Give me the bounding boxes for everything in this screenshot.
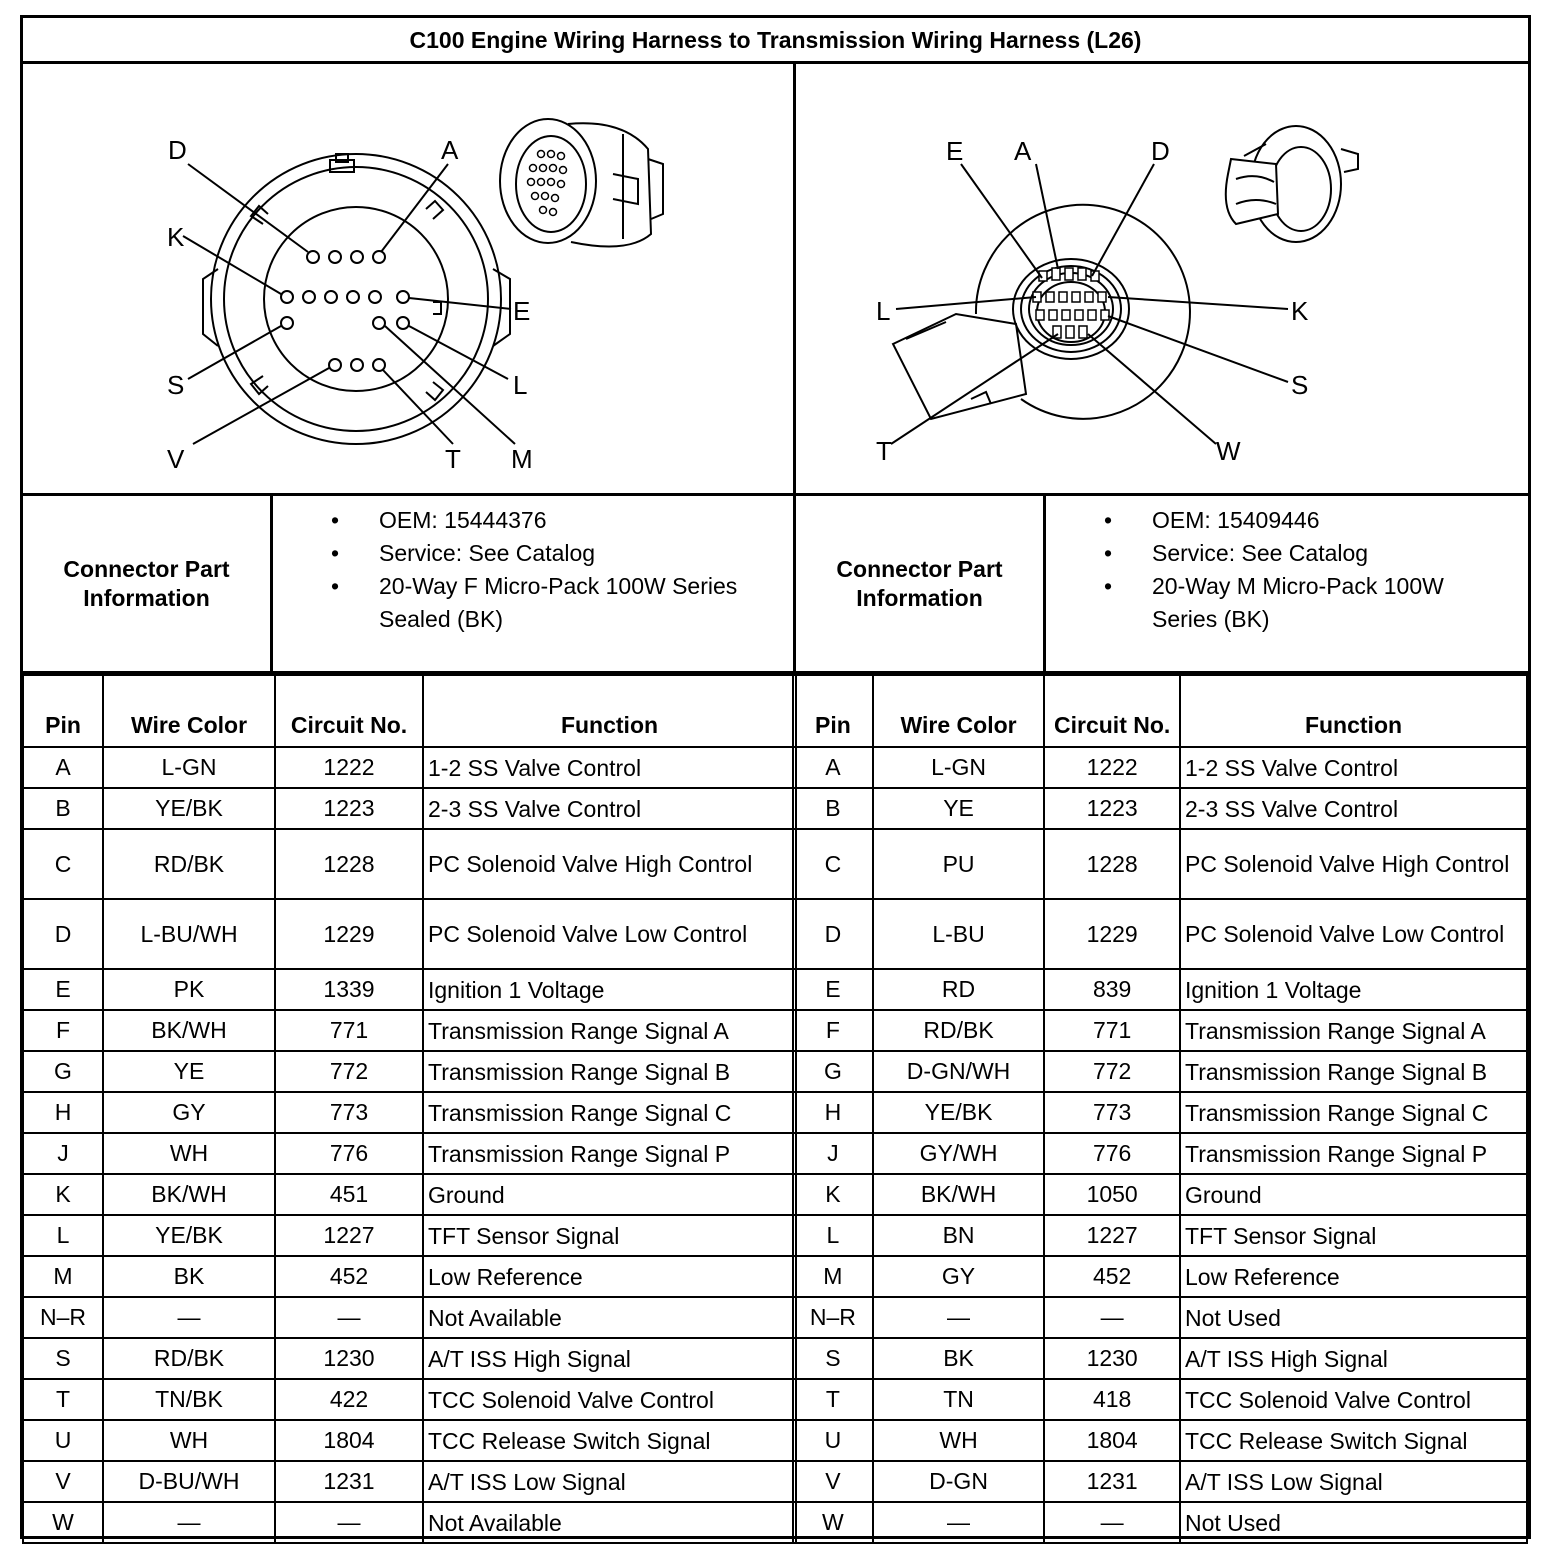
function-cell: TCC Solenoid Valve Control xyxy=(1180,1379,1527,1420)
wire-color-cell: — xyxy=(873,1502,1045,1543)
function-cell: TFT Sensor Signal xyxy=(1180,1215,1527,1256)
wire-color-cell: RD/BK xyxy=(103,1338,275,1379)
wire-color-cell: GY xyxy=(873,1256,1045,1297)
function-cell: 1-2 SS Valve Control xyxy=(1180,747,1527,788)
table-row xyxy=(23,899,796,969)
pin-cell: T xyxy=(23,1379,103,1420)
circuit-cell: 771 xyxy=(275,1010,423,1051)
table-row xyxy=(23,1420,796,1461)
right-pin-label-e: E xyxy=(946,136,964,166)
left-pinout-table xyxy=(22,674,797,1544)
function-cell: PC Solenoid Valve Low Control xyxy=(1180,899,1527,969)
pin-cell: L xyxy=(793,1215,873,1256)
circuit-cell: 776 xyxy=(1044,1133,1180,1174)
table-row xyxy=(23,1215,796,1256)
pin-cell: E xyxy=(23,969,103,1010)
table-row xyxy=(23,788,796,829)
left-connector-diagram xyxy=(23,64,793,493)
circuit-cell: — xyxy=(1044,1502,1180,1543)
pin-cell: G xyxy=(793,1051,873,1092)
table-row xyxy=(23,1379,796,1420)
pin-cell: A xyxy=(793,747,873,788)
right-connector-diagram xyxy=(796,64,1566,493)
circuit-cell: — xyxy=(275,1297,423,1338)
function-cell: TCC Release Switch Signal xyxy=(423,1420,796,1461)
left-pin-label-l: L xyxy=(513,370,528,400)
table-row xyxy=(793,1174,1527,1215)
pin-cell: H xyxy=(793,1092,873,1133)
wire-color-cell: WH xyxy=(103,1420,275,1461)
table-row xyxy=(793,969,1527,1010)
function-cell: PC Solenoid Valve High Control xyxy=(1180,829,1527,899)
function-cell: Transmission Range Signal A xyxy=(423,1010,796,1051)
pin-cell: C xyxy=(793,829,873,899)
pin-cell: S xyxy=(793,1338,873,1379)
circuit-cell: 1222 xyxy=(275,747,423,788)
pin-cell: D xyxy=(793,899,873,969)
right-pin-label-t: T xyxy=(876,436,892,466)
right-info-item: • Service: See Catalog xyxy=(1104,540,1369,566)
left-pin-label-k: K xyxy=(167,222,185,252)
right-pin-label-w: W xyxy=(1216,436,1241,466)
wire-color-cell: — xyxy=(103,1297,275,1338)
pin-cell: A xyxy=(23,747,103,788)
pin-cell: J xyxy=(23,1133,103,1174)
document-frame xyxy=(20,15,1531,1539)
right-service-text: Service: See Catalog xyxy=(1152,540,1369,566)
circuit-cell: 1050 xyxy=(1044,1174,1180,1215)
circuit-cell: 1228 xyxy=(1044,829,1180,899)
table-row xyxy=(23,1297,796,1338)
function-cell: Transmission Range Signal C xyxy=(423,1092,796,1133)
circuit-cell: 1804 xyxy=(275,1420,423,1461)
left-info-item: • 20-Way F Micro-Pack 100W Series Sealed (BK) xyxy=(331,573,738,632)
left-info-label: Connector Part Information xyxy=(23,496,273,671)
left-pin-label-t: T xyxy=(445,444,461,474)
pin-cell: F xyxy=(23,1010,103,1051)
table-row xyxy=(793,1256,1527,1297)
circuit-cell: 1339 xyxy=(275,969,423,1010)
left-pin-label-s: S xyxy=(167,370,185,400)
circuit-cell: 452 xyxy=(275,1256,423,1297)
function-cell: A/T ISS High Signal xyxy=(1180,1338,1527,1379)
pin-cell: F xyxy=(793,1010,873,1051)
function-cell: Low Reference xyxy=(423,1256,796,1297)
function-cell: 1-2 SS Valve Control xyxy=(423,747,796,788)
circuit-cell: 1222 xyxy=(1044,747,1180,788)
connector-diagrams xyxy=(23,64,1528,496)
wire-color-cell: YE xyxy=(103,1051,275,1092)
table-row xyxy=(793,1420,1527,1461)
left-oem-text: OEM: 15444376 xyxy=(379,507,547,533)
circuit-cell: 776 xyxy=(275,1133,423,1174)
function-cell: Ground xyxy=(423,1174,796,1215)
table-row xyxy=(793,1461,1527,1502)
right-info-item: • 20-Way M Micro-Pack 100W Series (BK) xyxy=(1104,573,1444,632)
left-description-text: 20-Way F Micro-Pack 100W Series Sealed (BK) xyxy=(379,573,738,632)
right-oem-text: OEM: 15409446 xyxy=(1152,507,1320,533)
table-row xyxy=(23,1461,796,1502)
right-pin-label-d: D xyxy=(1151,136,1170,166)
function-cell: TFT Sensor Signal xyxy=(423,1215,796,1256)
circuit-cell: 1231 xyxy=(1044,1461,1180,1502)
right-pin-label-s: S xyxy=(1291,370,1309,400)
circuit-cell: 1804 xyxy=(1044,1420,1180,1461)
circuit-cell: 772 xyxy=(1044,1051,1180,1092)
wire-color-cell: GY xyxy=(103,1092,275,1133)
left-table-header-row xyxy=(23,675,796,747)
pin-cell: H xyxy=(23,1092,103,1133)
pin-cell: B xyxy=(793,788,873,829)
function-cell: Transmission Range Signal B xyxy=(1180,1051,1527,1092)
wire-color-cell: L-GN xyxy=(103,747,275,788)
right-pin-label-a: A xyxy=(1014,136,1032,166)
table-row xyxy=(23,1256,796,1297)
table-row xyxy=(23,747,796,788)
wire-color-cell: D-GN/WH xyxy=(873,1051,1045,1092)
wire-color-cell: L-BU/WH xyxy=(103,899,275,969)
right-connector-3d-icon xyxy=(1226,126,1358,242)
wire-color-cell: BK/WH xyxy=(103,1010,275,1051)
circuit-cell: 1230 xyxy=(1044,1338,1180,1379)
wire-color-cell: YE/BK xyxy=(103,1215,275,1256)
right-pin-label-k: K xyxy=(1291,296,1309,326)
wire-color-cell: RD/BK xyxy=(873,1010,1045,1051)
function-cell: PC Solenoid Valve High Control xyxy=(423,829,796,899)
pin-cell: V xyxy=(23,1461,103,1502)
pin-cell: G xyxy=(23,1051,103,1092)
left-pin-label-v: V xyxy=(167,444,185,474)
left-pin-label-m: M xyxy=(511,444,533,474)
pin-cell: S xyxy=(23,1338,103,1379)
circuit-cell: 839 xyxy=(1044,969,1180,1010)
pin-cell: U xyxy=(23,1420,103,1461)
wire-color-cell: YE/BK xyxy=(103,788,275,829)
table-row xyxy=(793,1502,1527,1543)
wire-color-cell: YE/BK xyxy=(873,1092,1045,1133)
pin-cell: K xyxy=(23,1174,103,1215)
table-row xyxy=(23,1010,796,1051)
function-cell: 2-3 SS Valve Control xyxy=(423,788,796,829)
table-row xyxy=(793,1133,1527,1174)
right-header-function: Function xyxy=(1180,675,1527,747)
circuit-cell: 1230 xyxy=(275,1338,423,1379)
function-cell: Transmission Range Signal A xyxy=(1180,1010,1527,1051)
table-row xyxy=(793,899,1527,969)
table-row xyxy=(23,1174,796,1215)
function-cell: A/T ISS High Signal xyxy=(423,1338,796,1379)
left-header-function: Function xyxy=(423,675,796,747)
table-row xyxy=(793,829,1527,899)
table-row xyxy=(793,1092,1527,1133)
left-service-text: Service: See Catalog xyxy=(379,540,596,566)
wire-color-cell: BK/WH xyxy=(873,1174,1045,1215)
right-pinout-table xyxy=(792,674,1528,1544)
table-row xyxy=(23,1502,796,1543)
circuit-cell: 1223 xyxy=(275,788,423,829)
pin-cell: T xyxy=(793,1379,873,1420)
function-cell: Not Available xyxy=(423,1297,796,1338)
function-cell: Ignition 1 Voltage xyxy=(1180,969,1527,1010)
table-row xyxy=(793,1297,1527,1338)
left-header-wire-color: Wire Color xyxy=(103,675,275,747)
function-cell: A/T ISS Low Signal xyxy=(423,1461,796,1502)
circuit-cell: — xyxy=(1044,1297,1180,1338)
table-row xyxy=(23,1338,796,1379)
wire-color-cell: PK xyxy=(103,969,275,1010)
right-header-wire-color: Wire Color xyxy=(873,675,1045,747)
wire-color-cell: GY/WH xyxy=(873,1133,1045,1174)
left-info-list xyxy=(273,496,793,671)
wire-color-cell: — xyxy=(103,1502,275,1543)
function-cell: Not Available xyxy=(423,1502,796,1543)
wire-color-cell: BK xyxy=(873,1338,1045,1379)
pin-cell: N–R xyxy=(793,1297,873,1338)
wire-color-cell: YE xyxy=(873,788,1045,829)
function-cell: TCC Release Switch Signal xyxy=(1180,1420,1527,1461)
connector-info-section xyxy=(23,496,1528,674)
pinout-tables xyxy=(23,674,1528,1540)
wire-color-cell: WH xyxy=(103,1133,275,1174)
right-connector-drawing xyxy=(796,64,1528,493)
right-info-list xyxy=(1046,496,1528,671)
left-header-circuit: Circuit No. xyxy=(275,675,423,747)
circuit-cell: — xyxy=(275,1502,423,1543)
pin-cell: N–R xyxy=(23,1297,103,1338)
table-row xyxy=(23,969,796,1010)
right-table-header-row xyxy=(793,675,1527,747)
pin-cell: D xyxy=(23,899,103,969)
circuit-cell: 1231 xyxy=(275,1461,423,1502)
wire-color-cell: BN xyxy=(873,1215,1045,1256)
function-cell: Not Used xyxy=(1180,1297,1527,1338)
pin-cell: U xyxy=(793,1420,873,1461)
circuit-cell: 451 xyxy=(275,1174,423,1215)
circuit-cell: 773 xyxy=(275,1092,423,1133)
table-row xyxy=(23,1133,796,1174)
table-row xyxy=(793,747,1527,788)
wire-color-cell: BK/WH xyxy=(103,1174,275,1215)
wire-color-cell: WH xyxy=(873,1420,1045,1461)
function-cell: Transmission Range Signal P xyxy=(1180,1133,1527,1174)
left-pin-label-d: D xyxy=(168,135,187,165)
table-row xyxy=(793,1010,1527,1051)
left-pin-label-e: E xyxy=(513,296,531,326)
wire-color-cell: BK xyxy=(103,1256,275,1297)
pin-cell: E xyxy=(793,969,873,1010)
pin-cell: C xyxy=(23,829,103,899)
circuit-cell: 1229 xyxy=(1044,899,1180,969)
pin-cell: M xyxy=(793,1256,873,1297)
pin-cell: B xyxy=(23,788,103,829)
left-connector-3d-icon xyxy=(500,119,663,247)
circuit-cell: 1228 xyxy=(275,829,423,899)
function-cell: A/T ISS Low Signal xyxy=(1180,1461,1527,1502)
table-row xyxy=(793,1051,1527,1092)
pin-cell: V xyxy=(793,1461,873,1502)
wire-color-cell: — xyxy=(873,1297,1045,1338)
circuit-cell: 1227 xyxy=(275,1215,423,1256)
circuit-cell: 772 xyxy=(275,1051,423,1092)
function-cell: Transmission Range Signal P xyxy=(423,1133,796,1174)
pin-cell: K xyxy=(793,1174,873,1215)
wire-color-cell: TN xyxy=(873,1379,1045,1420)
circuit-cell: 1229 xyxy=(275,899,423,969)
function-cell: Transmission Range Signal C xyxy=(1180,1092,1527,1133)
left-info-item: • Service: See Catalog xyxy=(331,540,596,566)
wire-color-cell: PU xyxy=(873,829,1045,899)
pin-cell: M xyxy=(23,1256,103,1297)
circuit-cell: 452 xyxy=(1044,1256,1180,1297)
table-row xyxy=(793,1215,1527,1256)
table-row xyxy=(23,1092,796,1133)
wire-color-cell: D-BU/WH xyxy=(103,1461,275,1502)
function-cell: Transmission Range Signal B xyxy=(423,1051,796,1092)
wire-color-cell: L-GN xyxy=(873,747,1045,788)
right-info-label: Connector Part Information xyxy=(796,496,1046,671)
function-cell: TCC Solenoid Valve Control xyxy=(423,1379,796,1420)
wire-color-cell: RD/BK xyxy=(103,829,275,899)
circuit-cell: 1227 xyxy=(1044,1215,1180,1256)
left-connector-drawing xyxy=(23,64,793,493)
table-row xyxy=(793,788,1527,829)
table-row xyxy=(793,1379,1527,1420)
function-cell: Ground xyxy=(1180,1174,1527,1215)
circuit-cell: 773 xyxy=(1044,1092,1180,1133)
left-pin-label-a: A xyxy=(441,135,459,165)
page-title: C100 Engine Wiring Harness to Transmission Wiring Harness (L26) xyxy=(23,18,1528,64)
left-info-item: • OEM: 15444376 xyxy=(331,507,547,533)
right-header-circuit: Circuit No. xyxy=(1044,675,1180,747)
function-cell: Not Used xyxy=(1180,1502,1527,1543)
right-header-pin: Pin xyxy=(793,675,873,747)
table-row xyxy=(793,1338,1527,1379)
function-cell: Low Reference xyxy=(1180,1256,1527,1297)
pin-cell: L xyxy=(23,1215,103,1256)
circuit-cell: 771 xyxy=(1044,1010,1180,1051)
right-description-text: 20-Way M Micro-Pack 100W Series (BK) xyxy=(1152,573,1444,632)
function-cell: 2-3 SS Valve Control xyxy=(1180,788,1527,829)
function-cell: Ignition 1 Voltage xyxy=(423,969,796,1010)
circuit-cell: 1223 xyxy=(1044,788,1180,829)
pin-cell: W xyxy=(793,1502,873,1543)
table-row xyxy=(23,1051,796,1092)
table-row xyxy=(23,829,796,899)
function-cell: PC Solenoid Valve Low Control xyxy=(423,899,796,969)
pin-cell: W xyxy=(23,1502,103,1543)
circuit-cell: 422 xyxy=(275,1379,423,1420)
wire-color-cell: TN/BK xyxy=(103,1379,275,1420)
wire-color-cell: L-BU xyxy=(873,899,1045,969)
right-pin-label-l: L xyxy=(876,296,891,326)
left-header-pin: Pin xyxy=(23,675,103,747)
wire-color-cell: D-GN xyxy=(873,1461,1045,1502)
right-info-item: • OEM: 15409446 xyxy=(1104,507,1320,533)
circuit-cell: 418 xyxy=(1044,1379,1180,1420)
pin-cell: J xyxy=(793,1133,873,1174)
wire-color-cell: RD xyxy=(873,969,1045,1010)
